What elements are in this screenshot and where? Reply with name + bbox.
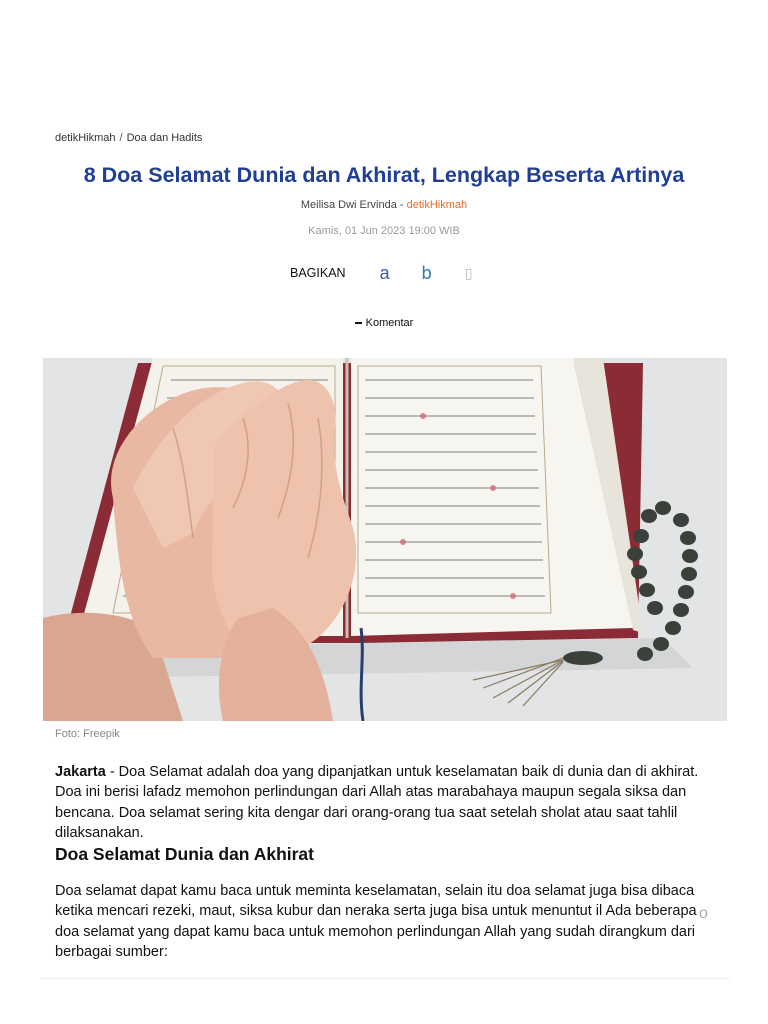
author-name[interactable]: Meilisa Dwi Ervinda bbox=[300, 199, 397, 211]
copy-link-icon[interactable]: ▯ bbox=[464, 264, 473, 281]
facebook-icon[interactable]: a bbox=[379, 262, 390, 283]
image-caption: Foto: Freepik bbox=[55, 728, 120, 740]
twitter-icon[interactable]: b bbox=[421, 262, 432, 283]
breadcrumb-separator: / bbox=[119, 132, 123, 144]
comment-label: Komentar bbox=[365, 317, 414, 329]
scroll-indicator[interactable]: o bbox=[699, 905, 708, 922]
breadcrumb-item-detikhikmah[interactable]: detikHikmah bbox=[55, 132, 116, 144]
comment-button[interactable] bbox=[0, 317, 768, 329]
article-title: 8 Doa Selamat Dunia dan Akhirat, Lengkap Beserta Artinya bbox=[83, 163, 685, 187]
outlet-link[interactable]: detikHikmah bbox=[406, 199, 468, 211]
lead-paragraph bbox=[55, 762, 723, 844]
lead-text: - Doa Selamat adalah doa yang dipanjatkan untuk keselamatan baik di dunia dan di akhirat. Doa ini berisi lafadz memohon perlindungan dari Allah atas marabahaya maupun segala siksa dan bencana. Doa selamat sering kita dengar dari orang-orang tua saat setelah sholat atau saat tahlil dilaksanakan. bbox=[55, 764, 699, 842]
publish-date: Kamis, 01 Jun 2023 19:00 WIB bbox=[308, 225, 460, 237]
breadcrumb-item-doa-dan-hadits[interactable]: Doa dan Hadits bbox=[126, 132, 203, 144]
byline-separator: - bbox=[399, 199, 404, 211]
body-paragraph: Doa selamat dapat kamu baca untuk meminta keselamatan, selain itu doa selamat juga bisa dibaca ketika mencari rezeki, maut, siksa kubur dan neraka serta juga bisa untuk menuntut il Ada beberapa doa selamat yang dapat kamu baca untuk memohon perlindungan Allah yang sudah dirangkum dari berbagai sumber: bbox=[55, 883, 697, 961]
lead-location: Jakarta bbox=[55, 764, 106, 780]
comment-icon bbox=[355, 322, 362, 324]
share-label: BAGIKAN bbox=[290, 266, 346, 280]
quran-praying-hands-illustration bbox=[43, 358, 727, 721]
hero-image bbox=[43, 358, 727, 721]
article-byline bbox=[0, 199, 768, 211]
section-heading: Doa Selamat Dunia dan Akhirat bbox=[55, 844, 314, 864]
divider bbox=[40, 978, 730, 979]
share-bar bbox=[290, 262, 490, 284]
breadcrumb bbox=[55, 132, 202, 144]
